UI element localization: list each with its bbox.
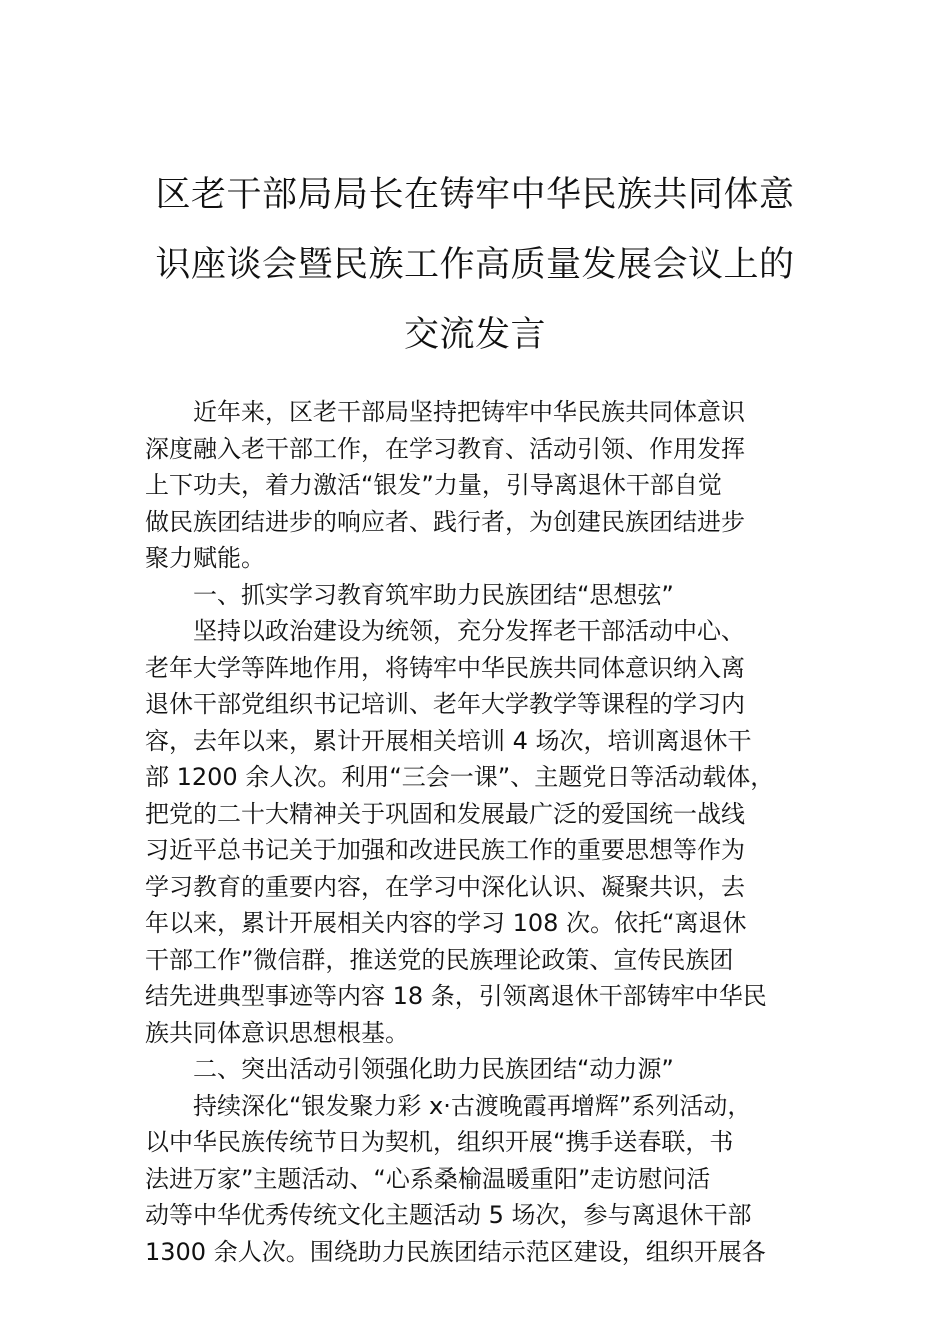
body-text-line: 一、抓实学习教育筑牢助力民族团结“思想弦”	[193, 580, 674, 609]
body-text-line: 上下功夫，着力激活“银发”力量，引导离退休干部自觉	[145, 471, 722, 499]
body-text-line: 近年来，区老干部局坚持把铸牢中华民族共同体意识	[193, 398, 745, 426]
body-text-line: 结先进典型事迹等内容 18 条，引领离退休干部铸牢中华民	[145, 982, 767, 1010]
document-body	[145, 394, 825, 1270]
document-title	[120, 160, 830, 370]
body-text-line: 老年大学等阵地作用，将铸牢中华民族共同体意识纳入离	[145, 653, 745, 682]
body-text-line: 族共同体意识思想根基。	[145, 1018, 409, 1047]
body-text-line: 学习教育的重要内容，在学习中深化认识、凝聚共识，去	[145, 872, 745, 901]
body-text-line: 做民族团结进步的响应者、践行者，为创建民族团结进步	[145, 507, 745, 536]
body-text-line: 退休干部党组织书记培训、老年大学教学等课程的学习内	[145, 690, 745, 718]
body-text-line: 年以来，累计开展相关内容的学习 108 次。依托“离退休	[145, 909, 747, 937]
body-text-line: 聚力赋能。	[145, 544, 265, 572]
body-text-line: 深度融入老干部工作，在学习教育、活动引领、作用发挥	[145, 434, 745, 463]
body-text-line: 以中华民族传统节日为契机，组织开展“携手送春联，书	[145, 1128, 734, 1156]
body-text-line: 把党的二十大精神关于巩固和发展最广泛的爱国统一战线	[145, 799, 745, 828]
title-line: 区老干部局局长在铸牢中华民族共同体意	[155, 175, 795, 215]
body-text-line: 法进万家”主题活动、“心系桑榆温暖重阳”走访慰问活	[145, 1164, 711, 1193]
body-text-line: 持续深化“银发聚力彩 x·古渡晚霞再增辉”系列活动，	[193, 1091, 752, 1120]
body-text-line: 坚持以政治建设为统领，充分发挥老干部活动中心、	[193, 617, 745, 645]
body-text-line: 容，去年以来，累计开展相关培训 4 场次，培训离退休干	[145, 726, 752, 755]
body-text-line: 动等中华优秀传统文化主题活动 5 场次，参与离退休干部	[145, 1201, 752, 1229]
title-line: 识座谈会暨民族工作高质量发展会议上的	[155, 245, 795, 285]
body-text-line: 干部工作”微信群，推送党的民族理论政策、宣传民族团	[145, 945, 734, 974]
body-text-line: 二、突出活动引领强化助力民族团结“动力源”	[193, 1055, 674, 1083]
title-line: 交流发言	[403, 315, 546, 355]
body-text-line: 部 1200 余人次。利用“三会一课”、主题党日等活动载体，	[145, 763, 775, 791]
body-text-line: 习近平总书记关于加强和改进民族工作的重要思想等作为	[145, 836, 745, 864]
body-text-line: 1300 余人次。围绕助力民族团结示范区建设，组织开展各	[145, 1237, 766, 1266]
